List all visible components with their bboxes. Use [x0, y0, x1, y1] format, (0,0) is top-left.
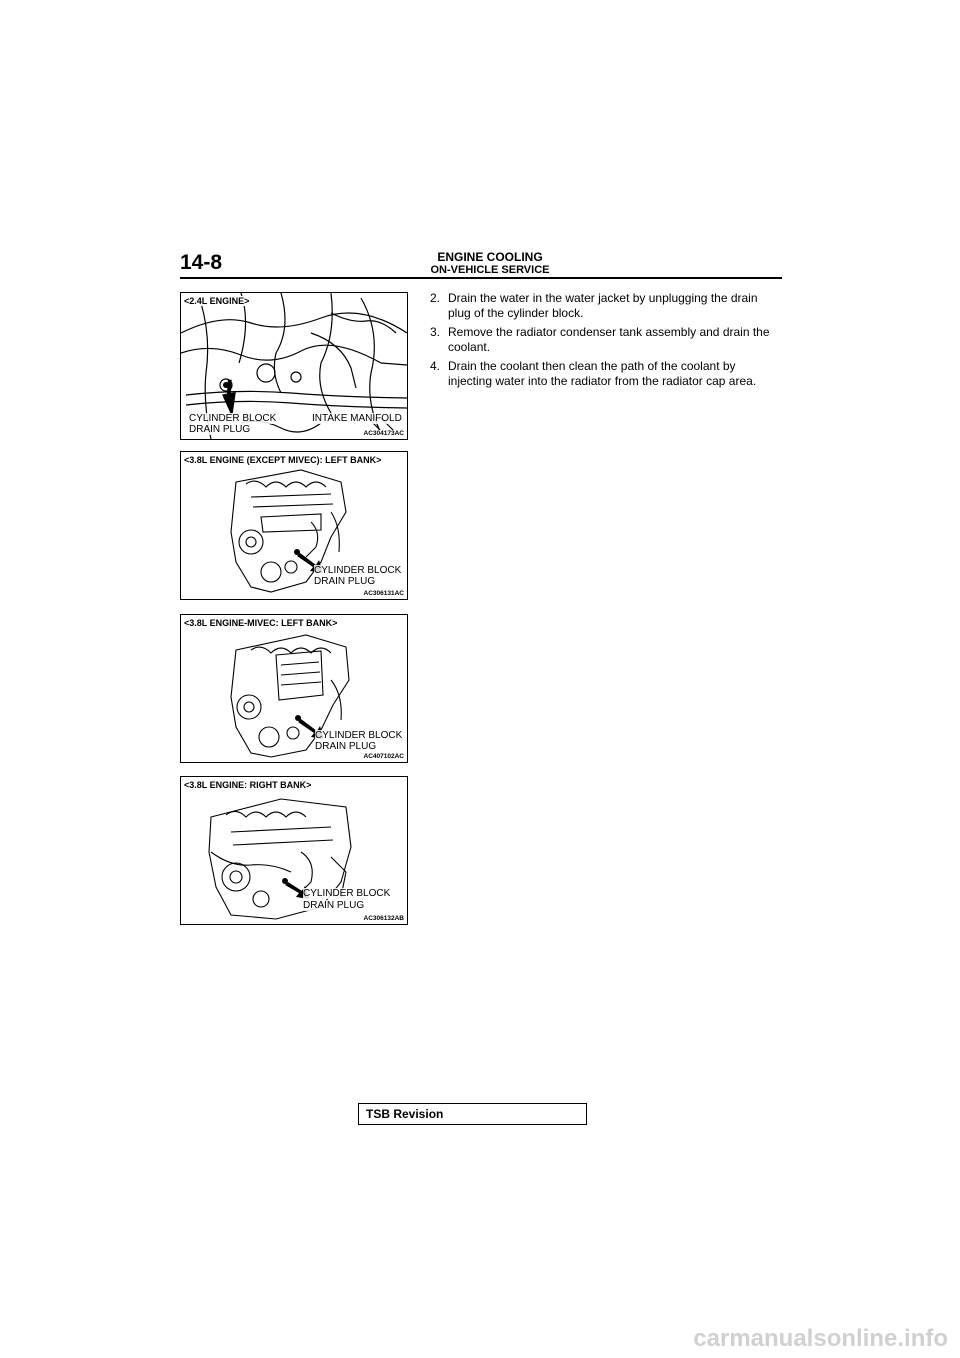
callout-drain-plug: DRAIN PLUG [315, 741, 377, 752]
step-number: 4. [430, 359, 441, 373]
section-header [380, 251, 600, 277]
figure-code: AC306132AB [363, 915, 404, 922]
figure-title: <3.8L ENGINE-MIVEC: LEFT BANK> [184, 618, 338, 628]
section-subtitle: ON-VEHICLE SERVICE [430, 264, 550, 276]
figure-code: AC304173AC [363, 430, 404, 437]
figure-title: <3.8L ENGINE: RIGHT BANK> [184, 780, 312, 790]
step-item [430, 291, 780, 321]
step-item [430, 359, 780, 389]
callout-drain-plug: DRAIN PLUG [189, 424, 251, 435]
step-text: Drain the water in the water jacket by unplugging the drain plug of the cylinder block. [448, 291, 758, 320]
procedure-steps [430, 291, 780, 393]
header-rule [180, 277, 782, 279]
figure-title: <3.8L ENGINE (EXCEPT MIVEC): LEFT BANK> [184, 455, 382, 465]
figure-2-4l-engine [180, 292, 408, 440]
callout-drain-plug: DRAIN PLUG [303, 900, 365, 911]
callout-cylinder-block: CYLINDER BLOCK [314, 565, 402, 576]
figure-title: <2.4L ENGINE> [184, 296, 250, 306]
step-text: Drain the coolant then clean the path of the coolant by injecting water into the radiator from the radiator cap area. [448, 359, 757, 388]
figure-code: AC306131AC [363, 590, 404, 597]
section-title: ENGINE COOLING [437, 250, 543, 264]
callout-drain-plug: DRAIN PLUG [314, 576, 376, 587]
site-watermark: carmanualsonline.info [693, 1325, 948, 1352]
engine-illustration-3-8l-right [181, 777, 407, 924]
step-text: Remove the radiator condenser tank assembly and drain the coolant. [448, 325, 770, 354]
tsb-revision-box [358, 1103, 587, 1125]
figure-code: AC407102AC [363, 753, 404, 760]
figure-3-8l-mivec-left [180, 614, 408, 763]
tsb-revision-label: TSB Revision [366, 1107, 444, 1121]
callout-cylinder-block: CYLINDER BLOCK [315, 730, 403, 741]
figure-3-8l-except-mivec-left [180, 451, 408, 600]
callout-intake-manifold: INTAKE MANIFOLD [312, 413, 402, 424]
page-number: 14-8 [180, 251, 223, 274]
callout-cylinder-block: CYLINDER BLOCK [189, 413, 277, 424]
callout-cylinder-block: CYLINDER BLOCK [303, 888, 391, 899]
step-item [430, 325, 780, 355]
figure-3-8l-right [180, 776, 408, 925]
step-number: 2. [430, 291, 441, 305]
step-number: 3. [430, 325, 441, 339]
